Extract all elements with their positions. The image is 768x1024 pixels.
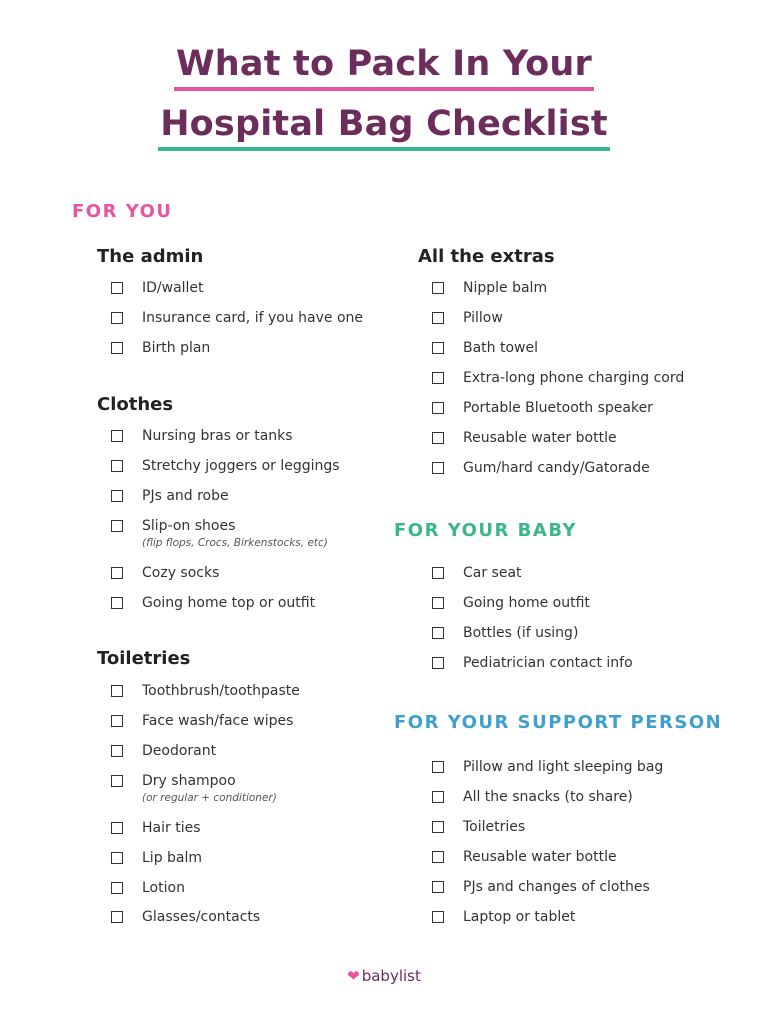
section-heading-for-you: FOR YOU xyxy=(72,201,173,222)
checklist-item xyxy=(463,594,590,612)
item-label: Reusable water bottle xyxy=(463,430,617,446)
item-label: Cozy socks xyxy=(142,565,220,581)
item-label: Pillow xyxy=(463,310,503,326)
checkbox[interactable] xyxy=(432,657,444,669)
checkbox[interactable] xyxy=(432,432,444,444)
checklist-item xyxy=(142,819,201,837)
item-label: Pediatrician contact info xyxy=(463,655,633,671)
checkbox[interactable] xyxy=(111,342,123,354)
checklist-item xyxy=(463,848,617,866)
item-label: Going home top or outfit xyxy=(142,595,316,611)
checkbox[interactable] xyxy=(111,520,123,532)
checkbox[interactable] xyxy=(111,312,123,324)
checklist-item xyxy=(142,309,363,327)
subheading-clothes: Clothes xyxy=(97,394,174,415)
title-line-2: Hospital Bag Checklist xyxy=(158,104,610,151)
item-label: Insurance card, if you have one xyxy=(142,310,364,326)
item-label: Car seat xyxy=(463,565,522,581)
checkbox[interactable] xyxy=(111,882,123,894)
item-label: ID/wallet xyxy=(142,280,204,296)
item-label: Glasses/contacts xyxy=(142,909,261,925)
checklist-item xyxy=(463,459,650,477)
item-label: Stretchy joggers or leggings xyxy=(142,458,340,474)
item-label: Toiletries xyxy=(463,819,526,835)
item-label: Lotion xyxy=(142,880,185,896)
checklist-item xyxy=(142,879,185,897)
checkbox[interactable] xyxy=(111,460,123,472)
item-note: (or regular + conditioner) xyxy=(142,792,277,804)
checklist-item xyxy=(463,279,547,297)
checkbox[interactable] xyxy=(432,312,444,324)
checkbox[interactable] xyxy=(111,282,123,294)
page-title-line-2 xyxy=(0,104,768,151)
checklist-item xyxy=(142,682,300,700)
checkbox[interactable] xyxy=(111,715,123,727)
checkbox[interactable] xyxy=(432,791,444,803)
checklist-item xyxy=(463,908,575,926)
item-label: All the snacks (to share) xyxy=(463,789,633,805)
checkbox[interactable] xyxy=(111,567,123,579)
checklist-item xyxy=(142,849,202,867)
babylist-logo xyxy=(0,967,768,985)
checkbox[interactable] xyxy=(432,627,444,639)
checkbox[interactable] xyxy=(111,852,123,864)
checkbox[interactable] xyxy=(111,597,123,609)
title-line-1: What to Pack In Your xyxy=(174,44,594,91)
checklist-item xyxy=(463,878,650,896)
checkbox[interactable] xyxy=(432,462,444,474)
item-label: Portable Bluetooth speaker xyxy=(463,400,653,416)
checklist-item xyxy=(142,339,210,357)
subheading-extras: All the extras xyxy=(418,246,555,267)
item-label: Lip balm xyxy=(142,850,203,866)
item-label: PJs and robe xyxy=(142,488,229,504)
logo-text: babylist xyxy=(361,967,421,985)
subheading-admin: The admin xyxy=(97,246,204,267)
item-note: (flip flops, Crocs, Birkenstocks, etc) xyxy=(142,537,328,549)
checkbox[interactable] xyxy=(432,911,444,923)
item-label: Dry shampoo xyxy=(142,773,236,789)
checkbox[interactable] xyxy=(432,567,444,579)
checkbox[interactable] xyxy=(432,881,444,893)
checkbox[interactable] xyxy=(111,745,123,757)
checkbox[interactable] xyxy=(111,822,123,834)
item-label: Going home outfit xyxy=(463,595,590,611)
checklist-item xyxy=(463,429,617,447)
checkbox[interactable] xyxy=(111,430,123,442)
item-label: Hair ties xyxy=(142,820,201,836)
subheading-toiletries: Toiletries xyxy=(97,648,191,669)
item-label: Deodorant xyxy=(142,743,217,759)
checklist-item xyxy=(463,758,663,776)
checklist-item xyxy=(463,624,578,642)
checkbox[interactable] xyxy=(111,490,123,502)
checkbox[interactable] xyxy=(432,597,444,609)
heart-icon: ❤ xyxy=(347,967,360,985)
item-label: Pillow and light sleeping bag xyxy=(463,759,664,775)
item-label: Nursing bras or tanks xyxy=(142,428,293,444)
item-label: Slip-on shoes xyxy=(142,518,236,534)
checklist-item xyxy=(463,399,653,417)
item-label: Laptop or tablet xyxy=(463,909,576,925)
checkbox[interactable] xyxy=(432,342,444,354)
item-label: Birth plan xyxy=(142,340,211,356)
checkbox[interactable] xyxy=(432,821,444,833)
item-label: PJs and changes of clothes xyxy=(463,879,650,895)
item-label: Face wash/face wipes xyxy=(142,713,294,729)
checkbox[interactable] xyxy=(432,851,444,863)
section-heading-for-support: FOR YOUR SUPPORT PERSON xyxy=(394,712,723,733)
checklist-item xyxy=(463,309,503,327)
checkbox[interactable] xyxy=(111,775,123,787)
checklist-item xyxy=(463,818,525,836)
checkbox[interactable] xyxy=(432,372,444,384)
checkbox[interactable] xyxy=(432,282,444,294)
checklist-item xyxy=(463,339,538,357)
checklist-item xyxy=(142,742,216,760)
checklist-item xyxy=(142,772,277,805)
checkbox[interactable] xyxy=(111,685,123,697)
checklist-item xyxy=(142,908,260,926)
item-label: Gum/hard candy/Gatorade xyxy=(463,460,650,476)
checklist-item xyxy=(142,487,229,505)
item-label: Extra-long phone charging cord xyxy=(463,370,685,386)
item-label: Nipple balm xyxy=(463,280,548,296)
checklist-item xyxy=(142,712,293,730)
checkbox[interactable] xyxy=(432,402,444,414)
checklist-item xyxy=(142,594,315,612)
checklist-item xyxy=(463,654,633,672)
checkbox[interactable] xyxy=(432,761,444,773)
checklist-item xyxy=(463,369,684,387)
checklist-item xyxy=(463,788,633,806)
checklist-item xyxy=(142,279,204,297)
section-heading-for-baby: FOR YOUR BABY xyxy=(394,520,578,541)
checklist-item xyxy=(142,427,293,445)
item-label: Bath towel xyxy=(463,340,539,356)
checklist-item xyxy=(142,517,328,550)
item-label: Bottles (if using) xyxy=(463,625,579,641)
checklist-item xyxy=(142,457,340,475)
checklist-item xyxy=(142,564,219,582)
item-label: Toothbrush/toothpaste xyxy=(142,683,300,699)
item-label: Reusable water bottle xyxy=(463,849,617,865)
checklist-item xyxy=(463,564,522,582)
page-title-line-1 xyxy=(0,44,768,91)
checkbox[interactable] xyxy=(111,911,123,923)
